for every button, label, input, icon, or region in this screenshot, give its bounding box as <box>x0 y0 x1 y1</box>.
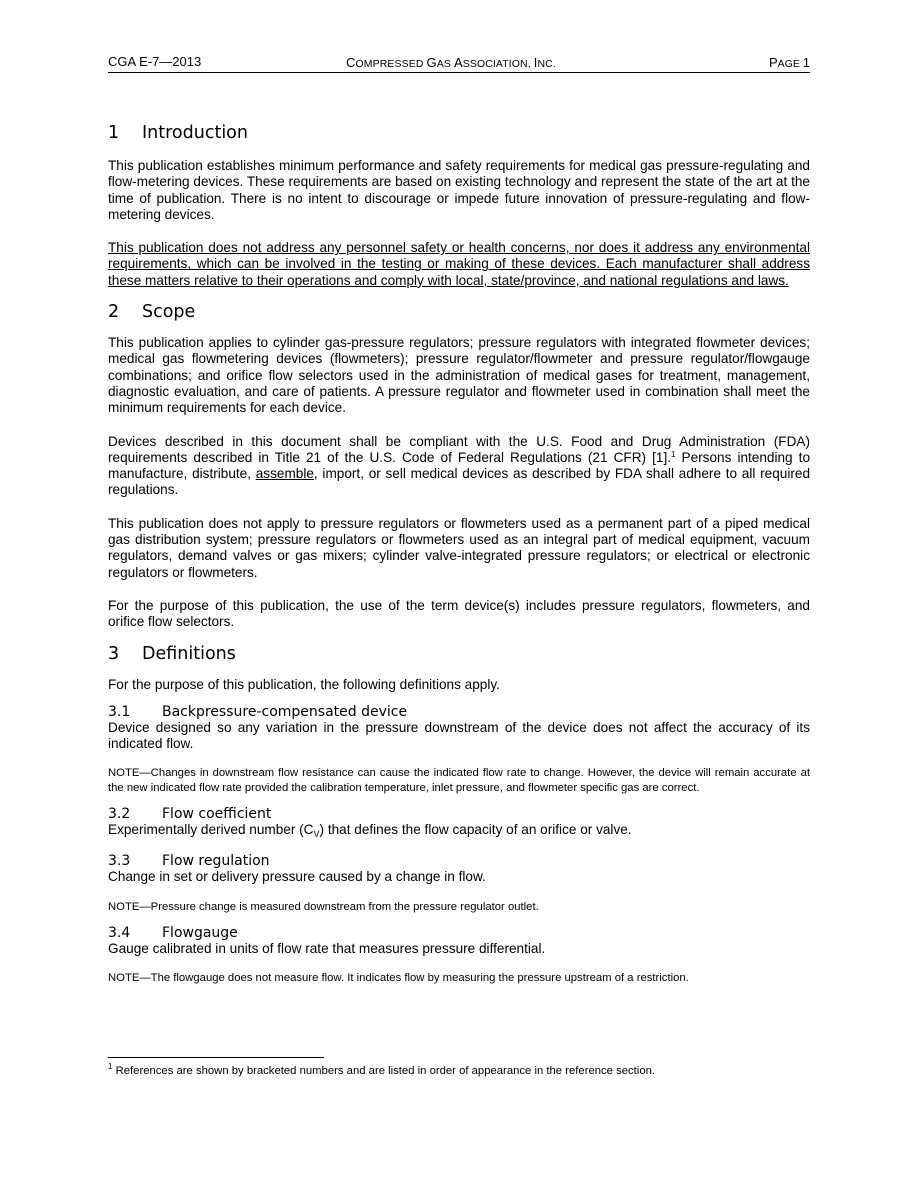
footnote-mark: 1 <box>108 1062 113 1071</box>
header-document-id: CGA E-7—2013 <box>108 54 202 69</box>
section-heading-introduction: 1 Introduction <box>108 123 248 143</box>
scope-paragraph-4: For the purpose of this publication, the use of the term device(s) includes pressure regulators, flowmeters, and orifice flow selectors. <box>108 597 810 630</box>
header-organization: COMPRESSED GAS ASSOCIATION, INC. <box>346 55 556 70</box>
definition-heading-3-4: 3.4 Flowgauge <box>108 924 238 941</box>
scope-paragraph-3: This publication does not apply to pressure regulators or flowmeters used as a permanent part of a piped medical gas distribution system; pressure regulators or flowmeters used as an integral part of medical equipment, vacuum regulators, demand valves or gas mixers; cylinder valve-integrated pressure regulators; or electrical or electronic regulators or flowmeters. <box>108 515 810 580</box>
section-heading-definitions: 3 Definitions <box>108 643 236 664</box>
definition-text-3-3: Change in set or delivery pressure caused by a change in flow. <box>108 869 486 885</box>
running-header <box>108 54 810 73</box>
definitions-intro: For the purpose of this publication, the following definitions apply. <box>108 676 500 692</box>
definition-note-3-3: NOTE—Pressure change is measured downstream from the pressure regulator outlet. <box>108 900 539 913</box>
document-body <box>108 120 810 986</box>
scope-paragraph-1: This publication applies to cylinder gas-pressure regulators; pressure regulators with integrated flowmeter devices; medical gas flowmetering devices (flowmeters); pressure regulator/flowmeter and pressure regulator/flowgauge combinations; and orifice flow selectors used in the administration of medical gases for treatment, management, diagnostic evaluation, and care of patients. A pressure regulator and flowmeter used in combination shall meet the minimum requirements for each device. <box>108 335 810 416</box>
scope-paragraph-2: Devices described in this document shall be compliant with the U.S. Food and Drug Administration (FDA) requirements described in Title 21 of the U.S. Code of Federal Regulations (21 CFR) [1].$^1$ Persons intending to manufacture, distribute, assemble, import, or sell medical devices as described by FDA shall adhere to all required regulations. <box>108 433 811 498</box>
section-heading-scope: 2 Scope <box>108 302 196 323</box>
footnote-separator <box>108 1057 324 1058</box>
footnote-reference: 1 <box>671 449 676 459</box>
definition-text-3-1: Device designed so any variation in the pressure downstream of the device does not affect the accuracy of its indicated flow. <box>108 719 810 752</box>
definition-text-3-4: Gauge calibrated in units of flow rate that measures pressure differential. <box>108 940 546 956</box>
definition-heading-3-2: 3.2 Flow coefficient <box>108 806 272 823</box>
definition-note-3-4: NOTE—The flowgauge does not measure flow. It indicates flow by measuring the pressure upstream of a restriction. <box>108 972 689 985</box>
introduction-paragraph-1: This publication establishes minimum performance and safety requirements for medical gas pressure-regulating and flow-metering devices. These requirements are based on existing technology and represent the state of the art at the time of publication. There is no intent to discourage or impede future innovation of pressure-regulating and flow-metering devices. <box>108 158 810 222</box>
footnote: $^1$ References are shown by bracketed numbers and are listed in order of appearance in the reference section. <box>108 1062 656 1077</box>
header-page-number: PAGE 1 <box>769 55 810 70</box>
introduction-paragraph-2: This publication does not address any personnel safety or health concerns, nor does it address any environmental requirements, which can be involved in the testing or making of these devices. Each manufacturer shall address these matters relative to their operations and comply with local, state/province, and national regulations and laws. <box>108 240 810 288</box>
definition-text-3-2: Experimentally derived number $(C_V)$ that defines the flow capacity of an orifice or valve. <box>108 822 632 840</box>
definition-heading-3-1: 3.1 Backpressure-compensated device <box>108 703 408 720</box>
definition-heading-3-3: 3.3 Flow regulation <box>108 853 270 870</box>
definition-note-3-1: NOTE—Changes in downstream flow resistance can cause the indicated flow rate to change. However, the device will remain accurate at the new indicated flow rate provided the calibration temperature, inlet pressure, and flowmeter specific gas are correct. <box>108 767 810 794</box>
